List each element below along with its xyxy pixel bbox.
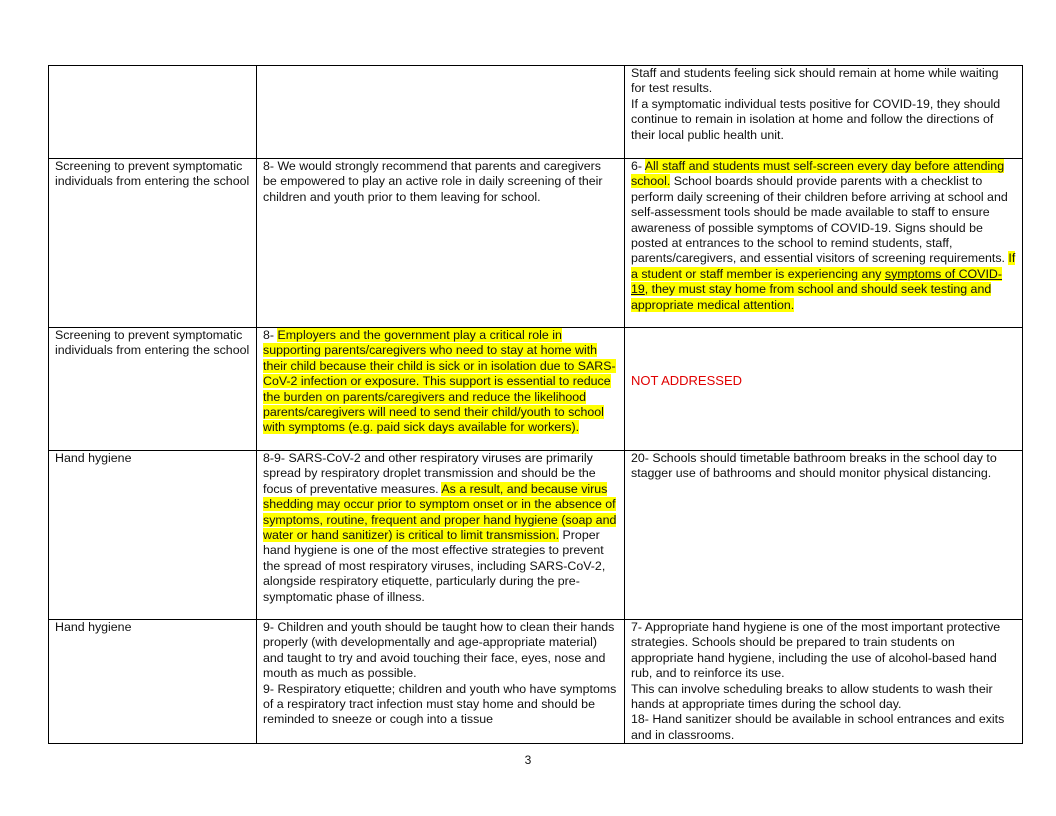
table-row <box>49 159 1023 328</box>
cell-text: 8-9- SARS-CoV-2 and other respiratory viruses are primarily spread by respiratory droplet transmission and should be the focus of preventative measures. <box>263 451 596 496</box>
recommendation-cell <box>257 451 625 620</box>
guidance-cell <box>625 451 1023 620</box>
comparison-table <box>48 65 1023 744</box>
topic-cell: Hand hygiene <box>49 451 257 620</box>
cell-text: 8- We would strongly recommend that parents and caregivers be empowered to play an active role in daily screening of their children and youth prior to them leaving for school. <box>263 159 603 204</box>
highlighted-text: All staff and students must self-screen every day before attending school. <box>631 159 1005 189</box>
guidance-cell <box>625 328 1023 451</box>
cell-text: 8- <box>263 328 278 342</box>
topic-cell <box>49 66 257 159</box>
topic-cell: Hand hygiene <box>49 620 257 744</box>
highlighted-text: Employers and the government play a critical role in supporting parents/caregivers who need to stay at home with their child because their child is sick or in isolation due to SARS-CoV-2 infection or exposure. This support is essential to reduce the burden on parents/caregivers and reduce the likelihood parents/caregivers will need to send their child/youth to school with symptoms (e.g. paid sick days available for workers). <box>263 328 616 435</box>
cell-text: School boards should provide parents with a checklist to perform daily screening of their children before arriving at school and self-assessment tools should be made available to staff to ensure awareness of possible symptoms of COVID-19. Signs should be posted at entrances to the school to remind students, staff, parents/caregivers, and essential visitors of screening requirements. <box>631 174 1009 266</box>
cell-text: 6- <box>631 159 645 173</box>
page-number: 3 <box>524 753 532 767</box>
highlighted-text: As a result, and because virus shedding may occur prior to symptom onset or in the absence of symptoms, routine, frequent and proper hand hygiene (soap and water or hand sanitizer) is critical to limit transmission. <box>263 481 617 543</box>
guidance-cell <box>625 66 1023 159</box>
recommendation-cell <box>257 66 625 159</box>
cell-text: 7- Appropriate hand hygiene is one of the most important protective strategies. Schools should be prepared to train students on appropriate hand hygiene, including the use of alcohol-based hand rub, and to reinforce its use. <box>631 620 1001 681</box>
recommendation-cell <box>257 328 625 451</box>
topic-cell: Screening to prevent symptomatic individuals from entering the school <box>49 328 257 451</box>
cell-text: Proper hand hygiene is one of the most effective strategies to prevent the spread of most respiratory viruses, including SARS-CoV-2, alongside respiratory etiquette, particularly during the pre-symptomatic phase of illness. <box>263 528 606 604</box>
topic-cell: Screening to prevent symptomatic individuals from entering the school <box>49 159 257 328</box>
guidance-cell <box>625 159 1023 328</box>
table-row <box>49 328 1023 451</box>
recommendation-cell <box>257 620 625 744</box>
cell-text: 9- Children and youth should be taught how to clean their hands properly (with developmentally and age-appropriate material) and taught to try and avoid touching their face, eyes, nose and mouth as much as possible. <box>263 620 615 681</box>
cell-text: 9- Respiratory etiquette; children and youth who have symptoms of a respiratory tract infection must stay home and should be reminded to sneeze or cough into a tissue <box>263 681 617 727</box>
guidance-cell <box>625 620 1023 744</box>
highlighted-text: , they must stay home from school and should seek testing and appropriate medical attention. <box>631 282 992 312</box>
table-row <box>49 620 1023 744</box>
cell-text: This can involve scheduling breaks to allow students to wash their hands at appropriate times during the school day. <box>631 681 993 712</box>
cell-text: 18- Hand sanitizer should be available in school entrances and exits and in classrooms. <box>631 712 1005 742</box>
table-row <box>49 66 1023 159</box>
recommendation-cell <box>257 159 625 328</box>
cell-text: If a symptomatic individual tests positive for COVID-19, they should continue to remain in isolation at home and follow the directions of their local public health unit. <box>631 96 1001 142</box>
not-addressed-label: NOT ADDRESSED <box>631 373 743 388</box>
highlighted-text: If a student or staff member is experiencing any <box>631 251 1016 281</box>
cell-text: 20- Schools should timetable bathroom breaks in the school day to stagger use of bathrooms and should monitor physical distancing. <box>631 451 997 481</box>
highlighted-text: symptoms of COVID-19 <box>631 266 1002 297</box>
cell-text: Staff and students feeling sick should remain at home while waiting for test results. <box>631 66 999 96</box>
table-row <box>49 451 1023 620</box>
